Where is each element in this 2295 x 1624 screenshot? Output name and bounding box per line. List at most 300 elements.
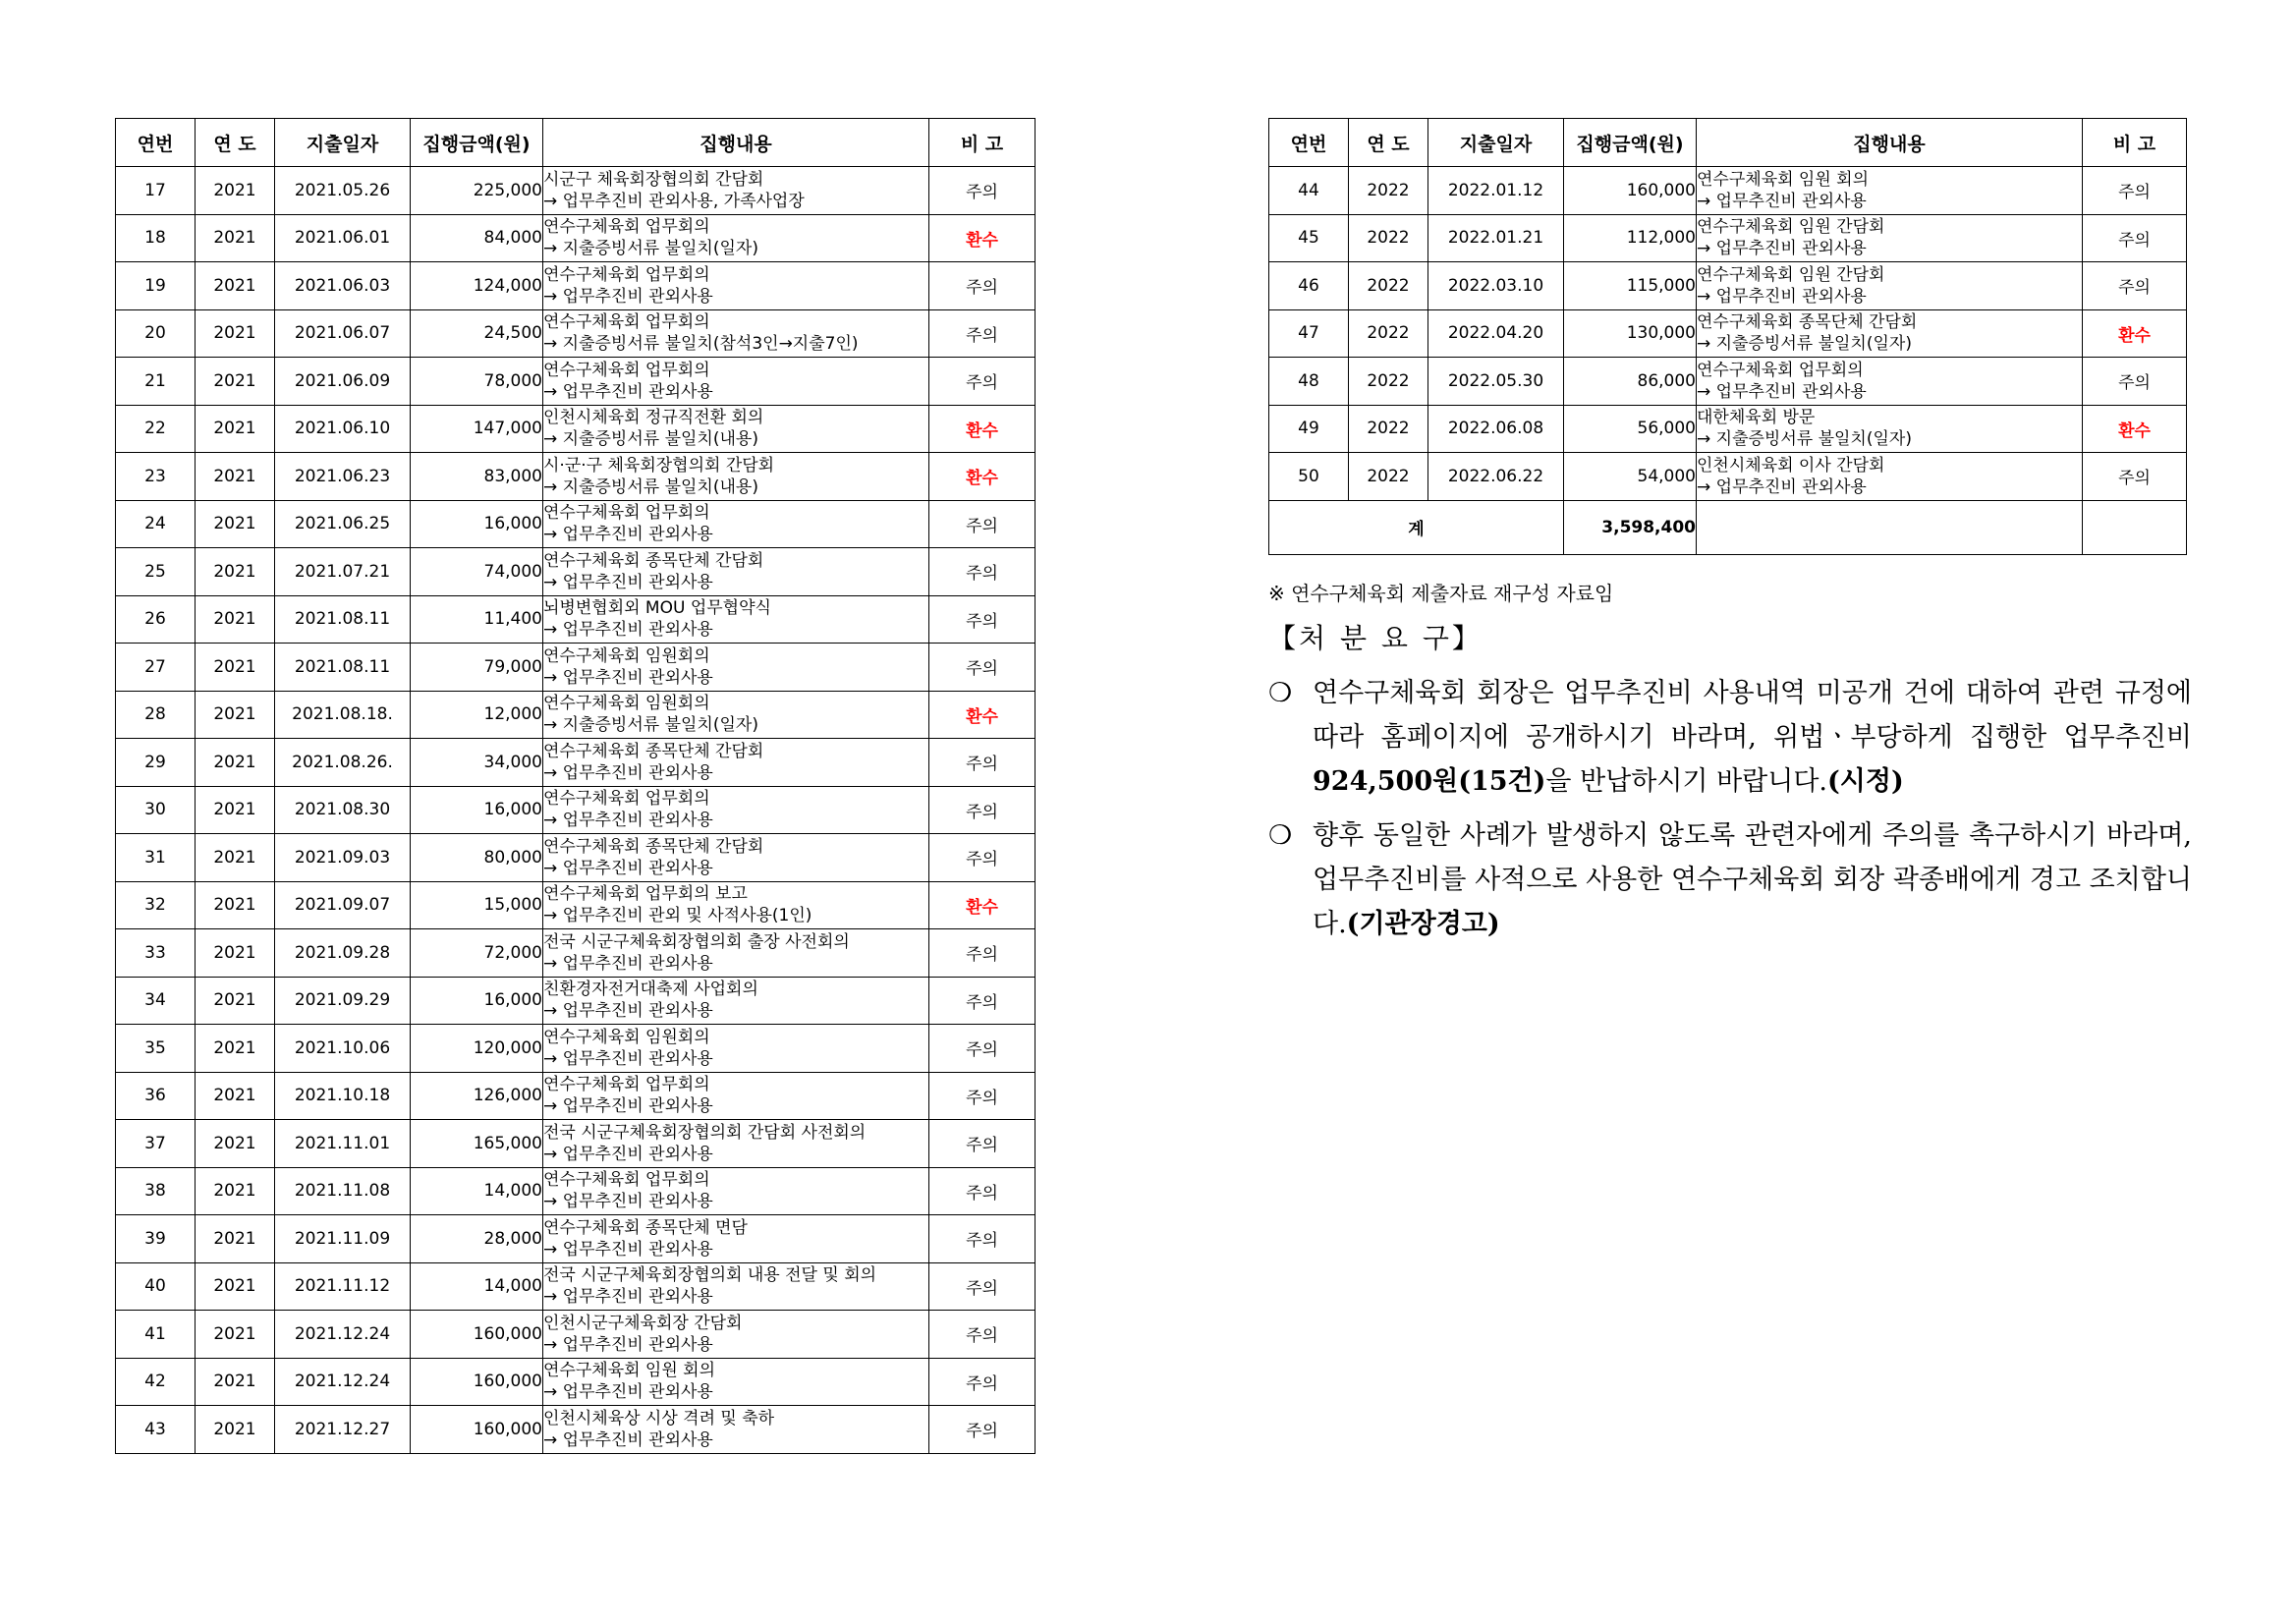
cell-no: 44 [1269, 167, 1349, 215]
table-row [116, 1025, 1036, 1073]
cell-amount: 80,000 [411, 834, 543, 882]
cell-no: 37 [116, 1120, 196, 1168]
cell-amount: 16,000 [411, 786, 543, 834]
cell-date: 2021.06.23 [275, 453, 411, 501]
cell-year: 2021 [196, 358, 275, 406]
cell-content [543, 500, 929, 548]
note-caution: 주의 [929, 1120, 1036, 1168]
content-reason: → 업무추진비 관외사용 [543, 286, 713, 307]
cell-amount: 11,400 [411, 595, 543, 644]
cell-content [1697, 167, 2083, 215]
cell-no: 35 [116, 1025, 196, 1073]
note-refund-badge: 환수 [929, 214, 1036, 262]
cell-date: 2021.09.28 [275, 929, 411, 978]
content-reason: → 업무추진비 관외사용 [543, 1239, 713, 1260]
content-reason: → 지출증빙서류 불일치(내용) [543, 429, 758, 450]
note-refund-badge: 환수 [929, 691, 1036, 739]
content-title: 연수구체육회 업무회의 [543, 503, 710, 524]
expense-table-left [115, 118, 1036, 1454]
table-body-right [1269, 167, 2187, 501]
cell-year: 2021 [196, 167, 275, 215]
cell-content [543, 1311, 929, 1359]
cell-amount: 14,000 [411, 1262, 543, 1311]
cell-content [543, 1072, 929, 1120]
cell-content [543, 644, 929, 692]
content-reason: → 지출증빙서류 불일치(내용) [543, 476, 758, 497]
cell-amount: 16,000 [411, 977, 543, 1025]
cell-year: 2021 [196, 1406, 275, 1454]
content-title: 연수구체육회 임원 간담회 [1697, 217, 1885, 238]
note-caution: 주의 [929, 167, 1036, 215]
cell-no: 21 [116, 358, 196, 406]
cell-amount: 15,000 [411, 881, 543, 929]
table-row [116, 977, 1036, 1025]
note-caution: 주의 [929, 1167, 1036, 1215]
table-row [1269, 309, 2187, 358]
cell-no: 38 [116, 1167, 196, 1215]
cell-year: 2021 [196, 644, 275, 692]
bullet-icon: ❍ [1268, 820, 1293, 851]
cell-no: 17 [116, 167, 196, 215]
cell-date: 2021.07.21 [275, 548, 411, 596]
cell-date: 2021.11.09 [275, 1215, 411, 1263]
cell-date: 2022.05.30 [1428, 358, 1564, 406]
cell-no: 45 [1269, 214, 1349, 262]
cell-amount: 120,000 [411, 1025, 543, 1073]
cell-year: 2021 [196, 786, 275, 834]
table-row [116, 1167, 1036, 1215]
content-reason: → 업무추진비 관외사용 [543, 858, 713, 878]
cell-content [543, 1262, 929, 1311]
cell-no: 29 [116, 739, 196, 787]
note-refund-badge: 환수 [929, 453, 1036, 501]
table-row [116, 1406, 1036, 1454]
content-title: 연수구체육회 업무회의 [543, 1075, 710, 1095]
cell-date: 2021.08.11 [275, 595, 411, 644]
content-title: 연수구체육회 업무회의 보고 [543, 884, 748, 905]
table-row [116, 595, 1036, 644]
cell-year: 2022 [1349, 167, 1428, 215]
cell-date: 2021.05.26 [275, 167, 411, 215]
cell-amount: 112,000 [1564, 214, 1697, 262]
note-caution: 주의 [929, 358, 1036, 406]
content-title: 연수구체육회 임원회의 [543, 694, 710, 714]
content-title: 인천시체육상 시상 격려 및 축하 [543, 1408, 775, 1428]
note-caution: 주의 [929, 548, 1036, 596]
note-refund-badge: 환수 [929, 405, 1036, 453]
cell-no: 22 [116, 405, 196, 453]
cell-content [543, 358, 929, 406]
note-caution: 주의 [929, 595, 1036, 644]
cell-content [543, 453, 929, 501]
content-reason: → 업무추진비 관외사용 [543, 953, 713, 974]
cell-no: 20 [116, 309, 196, 358]
cell-date: 2022.04.20 [1428, 309, 1564, 358]
content-reason: → 업무추진비 관외사용 [543, 1144, 713, 1164]
cell-content [543, 739, 929, 787]
note-caution: 주의 [929, 834, 1036, 882]
cell-no: 23 [116, 453, 196, 501]
table-row [116, 739, 1036, 787]
cell-amount: 126,000 [411, 1072, 543, 1120]
cell-year: 2021 [196, 309, 275, 358]
table-header-row [116, 119, 1036, 167]
cell-content [543, 548, 929, 596]
content-title: 인천시체육회 정규직전환 회의 [543, 408, 764, 428]
content-title: 연수구체육회 업무회의 [543, 217, 710, 238]
note-refund-badge: 환수 [2083, 405, 2187, 453]
cell-date: 2021.08.26. [275, 739, 411, 787]
cell-amount: 160,000 [1564, 167, 1697, 215]
total-label: 계 [1269, 500, 1564, 554]
cell-no: 39 [116, 1215, 196, 1263]
cell-amount: 130,000 [1564, 309, 1697, 358]
cell-year: 2021 [196, 453, 275, 501]
cell-amount: 160,000 [411, 1358, 543, 1406]
p1-text-a: 연수구체육회 회장은 업무추진비 사용내역 미공개 건에 대하여 관련 규정에 따라 홈페이지에 공개하시기 바라며, 위법ㆍ부당하게 집행한 업무추진비 [1313, 678, 2192, 753]
cell-date: 2022.01.21 [1428, 214, 1564, 262]
cell-date: 2022.01.12 [1428, 167, 1564, 215]
cell-amount: 147,000 [411, 405, 543, 453]
content-title: 연수구체육회 종목단체 간담회 [1697, 312, 1918, 333]
cell-year: 2022 [1349, 262, 1428, 310]
p2-tag: (기관장경고) [1346, 909, 1500, 939]
cell-year: 2021 [196, 405, 275, 453]
content-reason: → 지출증빙서류 불일치(일자) [1697, 334, 1912, 355]
cell-no: 31 [116, 834, 196, 882]
cell-year: 2022 [1349, 405, 1428, 453]
cell-content [543, 1120, 929, 1168]
content-title: 뇌병변협회외 MOU 업무협약식 [543, 598, 771, 619]
cell-no: 19 [116, 262, 196, 310]
cell-year: 2022 [1349, 309, 1428, 358]
cell-no: 40 [116, 1262, 196, 1311]
cell-amount: 165,000 [411, 1120, 543, 1168]
source-footnote: ※ 연수구체육회 제출자료 재구성 자료임 [1268, 582, 1614, 605]
cell-no: 30 [116, 786, 196, 834]
cell-content [543, 786, 929, 834]
table-body-left [116, 167, 1036, 1454]
note-caution: 주의 [2083, 358, 2187, 406]
cell-amount: 14,000 [411, 1167, 543, 1215]
content-reason: → 지출증빙서류 불일치(일자) [543, 715, 758, 736]
table-row [116, 167, 1036, 215]
cell-content [543, 1167, 929, 1215]
cell-content [1697, 358, 2083, 406]
note-refund-badge: 환수 [2083, 309, 2187, 358]
cell-content [543, 977, 929, 1025]
cell-year: 2021 [196, 1025, 275, 1073]
content-title: 연수구체육회 업무회의 [543, 1170, 710, 1191]
cell-no: 43 [116, 1406, 196, 1454]
cell-amount: 24,500 [411, 309, 543, 358]
cell-year: 2021 [196, 1215, 275, 1263]
header-content: 집행내용 [1697, 119, 2083, 167]
cell-content [543, 309, 929, 358]
table-row [116, 214, 1036, 262]
cell-no: 47 [1269, 309, 1349, 358]
cell-date: 2021.11.01 [275, 1120, 411, 1168]
content-reason: → 업무추진비 관외사용 [543, 572, 713, 592]
cell-no: 25 [116, 548, 196, 596]
content-reason: → 업무추진비 관외사용 [1697, 476, 1867, 497]
cell-no: 49 [1269, 405, 1349, 453]
cell-year: 2022 [1349, 453, 1428, 501]
header-content: 집행내용 [543, 119, 929, 167]
cell-amount: 124,000 [411, 262, 543, 310]
content-reason: → 업무추진비 관외사용, 가족사업장 [543, 191, 805, 211]
cell-year: 2021 [196, 881, 275, 929]
content-title: 연수구체육회 임원 간담회 [1697, 264, 1885, 285]
note-caution: 주의 [929, 309, 1036, 358]
content-title: 친환경자전거대축제 사업회의 [543, 980, 758, 1000]
content-title: 시군구 체육회장협의회 간담회 [543, 169, 764, 190]
cell-content [1697, 453, 2083, 501]
total-amount: 3,598,400 [1564, 500, 1697, 554]
cell-content [543, 929, 929, 978]
cell-content [543, 1025, 929, 1073]
cell-content [1697, 214, 2083, 262]
cell-content [1697, 262, 2083, 310]
cell-no: 42 [116, 1358, 196, 1406]
cell-amount: 54,000 [1564, 453, 1697, 501]
table-row [116, 1120, 1036, 1168]
note-caution: 주의 [929, 1072, 1036, 1120]
content-reason: → 업무추진비 관외사용 [543, 762, 713, 783]
cell-year: 2021 [196, 1262, 275, 1311]
content-title: 시·군·구 체육회장협의회 간담회 [543, 455, 775, 476]
content-title: 연수구체육회 종목단체 간담회 [543, 550, 764, 571]
expense-table-right [1268, 118, 2187, 555]
content-reason: → 업무추진비 관외사용 [543, 525, 713, 545]
cell-amount: 160,000 [411, 1406, 543, 1454]
cell-year: 2021 [196, 1358, 275, 1406]
note-caution: 주의 [929, 739, 1036, 787]
cell-no: 46 [1269, 262, 1349, 310]
cell-date: 2021.11.08 [275, 1167, 411, 1215]
cell-no: 26 [116, 595, 196, 644]
note-caution: 주의 [929, 1358, 1036, 1406]
cell-amount: 34,000 [411, 739, 543, 787]
content-title: 연수구체육회 종목단체 간담회 [543, 741, 764, 761]
cell-date: 2021.12.27 [275, 1406, 411, 1454]
cell-amount: 79,000 [411, 644, 543, 692]
table-row [116, 262, 1036, 310]
note-caution: 주의 [929, 262, 1036, 310]
cell-date: 2021.09.03 [275, 834, 411, 882]
cell-no: 18 [116, 214, 196, 262]
content-title: 전국 시군구체육회장협의회 출장 사전회의 [543, 931, 850, 952]
cell-date: 2021.08.11 [275, 644, 411, 692]
note-caution: 주의 [929, 1311, 1036, 1359]
header-date: 지출일자 [1428, 119, 1564, 167]
table-row [1269, 358, 2187, 406]
header-note: 비 고 [929, 119, 1036, 167]
note-caution: 주의 [929, 1025, 1036, 1073]
note-caution: 주의 [2083, 214, 2187, 262]
cell-year: 2021 [196, 548, 275, 596]
table-row [1269, 167, 2187, 215]
note-refund-badge: 환수 [929, 881, 1036, 929]
cell-content [543, 262, 929, 310]
table-row [116, 1072, 1036, 1120]
cell-amount: 115,000 [1564, 262, 1697, 310]
content-title: 인천시군구체육회장 간담회 [543, 1313, 743, 1333]
cell-amount: 84,000 [411, 214, 543, 262]
cell-date: 2021.12.24 [275, 1311, 411, 1359]
content-title: 인천시체육회 이사 간담회 [1697, 455, 1885, 476]
cell-year: 2021 [196, 1311, 275, 1359]
header-no: 연번 [1269, 119, 1349, 167]
cell-amount: 16,000 [411, 500, 543, 548]
p2-text-a: 향후 동일한 사례가 발생하지 않도록 관련자에게 주의를 촉구하시기 바라며, 업무추진비를 사적으로 사용한 연수구체육회 회장 곽종배에게 경고 조치합니다. [1313, 820, 2192, 939]
content-title: 연수구체육회 임원회의 [543, 645, 710, 666]
cell-year: 2021 [196, 262, 275, 310]
table-row [116, 453, 1036, 501]
content-title: 대한체육회 방문 [1697, 408, 1816, 428]
table-row [1269, 214, 2187, 262]
cell-content [543, 167, 929, 215]
cell-year: 2021 [196, 1072, 275, 1120]
cell-content [543, 881, 929, 929]
cell-amount: 72,000 [411, 929, 543, 978]
table-row [1269, 262, 2187, 310]
cell-date: 2022.06.08 [1428, 405, 1564, 453]
cell-content [543, 834, 929, 882]
total-content-empty [1697, 500, 2083, 554]
content-title: 연수구체육회 업무회의 [1697, 360, 1864, 380]
cell-date: 2021.06.03 [275, 262, 411, 310]
header-amount: 집행금액(원) [411, 119, 543, 167]
cell-content [543, 595, 929, 644]
content-title: 연수구체육회 종목단체 면담 [543, 1217, 748, 1238]
cell-year: 2021 [196, 834, 275, 882]
note-caution: 주의 [929, 929, 1036, 978]
cell-year: 2022 [1349, 214, 1428, 262]
cell-date: 2022.03.10 [1428, 262, 1564, 310]
table-row [116, 309, 1036, 358]
cell-content [543, 691, 929, 739]
note-caution: 주의 [929, 1262, 1036, 1311]
cell-year: 2021 [196, 214, 275, 262]
content-reason: → 업무추진비 관외사용 [543, 1048, 713, 1069]
total-note-empty [2083, 500, 2187, 554]
table-row [116, 548, 1036, 596]
cell-content [1697, 309, 2083, 358]
cell-year: 2021 [196, 929, 275, 978]
total-row [1269, 500, 2187, 554]
table-row [116, 1215, 1036, 1263]
cell-no: 28 [116, 691, 196, 739]
content-reason: → 업무추진비 관외사용 [543, 620, 713, 641]
header-amount: 집행금액(원) [1564, 119, 1697, 167]
cell-date: 2021.10.18 [275, 1072, 411, 1120]
table-row [116, 881, 1036, 929]
table-row [1269, 405, 2187, 453]
table-row [116, 1311, 1036, 1359]
content-title: 전국 시군구체육회장협의회 간담회 사전회의 [543, 1122, 867, 1143]
cell-no: 27 [116, 644, 196, 692]
request-title: 【처 분 요 구】 [1268, 622, 1483, 654]
content-reason: → 업무추진비 관외사용 [1697, 286, 1867, 307]
cell-amount: 225,000 [411, 167, 543, 215]
content-title: 연수구체육회 업무회의 [543, 312, 710, 333]
table-row [116, 834, 1036, 882]
note-caution: 주의 [929, 1406, 1036, 1454]
content-reason: → 업무추진비 관외사용 [543, 1382, 713, 1403]
cell-no: 41 [116, 1311, 196, 1359]
cell-year: 2021 [196, 739, 275, 787]
table-row [116, 786, 1036, 834]
content-reason: → 업무추진비 관외사용 [543, 381, 713, 402]
table-row [116, 644, 1036, 692]
cell-date: 2021.06.07 [275, 309, 411, 358]
cell-no: 32 [116, 881, 196, 929]
cell-amount: 12,000 [411, 691, 543, 739]
content-reason: → 업무추진비 관외사용 [1697, 381, 1867, 402]
cell-content [543, 405, 929, 453]
content-reason: → 업무추진비 관외사용 [543, 1334, 713, 1355]
cell-amount: 83,000 [411, 453, 543, 501]
table-row [116, 929, 1036, 978]
content-reason: → 지출증빙서류 불일치(참석3인→지출7인) [543, 334, 859, 355]
cell-amount: 74,000 [411, 548, 543, 596]
cell-no: 36 [116, 1072, 196, 1120]
bullet-icon: ❍ [1268, 678, 1293, 708]
request-paragraph-1 [1268, 671, 2192, 804]
content-title: 연수구체육회 업무회의 [543, 264, 710, 285]
content-reason: → 업무추진비 관외사용 [1697, 239, 1867, 259]
table-row [116, 358, 1036, 406]
cell-no: 34 [116, 977, 196, 1025]
cell-content [1697, 405, 2083, 453]
table-row [116, 1262, 1036, 1311]
content-title: 연수구체육회 업무회의 [543, 789, 710, 810]
note-caution: 주의 [929, 644, 1036, 692]
p1-tag: (시정) [1827, 766, 1904, 797]
note-caution: 주의 [929, 786, 1036, 834]
cell-date: 2021.06.25 [275, 500, 411, 548]
cell-date: 2021.12.24 [275, 1358, 411, 1406]
cell-no: 50 [1269, 453, 1349, 501]
note-caution: 주의 [2083, 453, 2187, 501]
cell-year: 2021 [196, 691, 275, 739]
cell-year: 2021 [196, 595, 275, 644]
content-reason: → 업무추진비 관외사용 [543, 1287, 713, 1308]
cell-date: 2021.08.30 [275, 786, 411, 834]
header-date: 지출일자 [275, 119, 411, 167]
cell-date: 2021.08.18. [275, 691, 411, 739]
cell-amount: 86,000 [1564, 358, 1697, 406]
p1-amount: 924,500원(15건) [1313, 766, 1546, 797]
header-year: 연 도 [196, 119, 275, 167]
content-reason: → 업무추진비 관외사용 [543, 811, 713, 831]
cell-content [543, 1358, 929, 1406]
cell-year: 2021 [196, 500, 275, 548]
note-caution: 주의 [929, 1215, 1036, 1263]
cell-no: 24 [116, 500, 196, 548]
cell-amount: 160,000 [411, 1311, 543, 1359]
table-row [116, 1358, 1036, 1406]
content-reason: → 업무추진비 관외사용 [543, 1096, 713, 1117]
note-caution: 주의 [2083, 167, 2187, 215]
note-caution: 주의 [2083, 262, 2187, 310]
cell-date: 2021.11.12 [275, 1262, 411, 1311]
header-note: 비 고 [2083, 119, 2187, 167]
cell-year: 2022 [1349, 358, 1428, 406]
cell-year: 2021 [196, 977, 275, 1025]
cell-date: 2021.06.10 [275, 405, 411, 453]
